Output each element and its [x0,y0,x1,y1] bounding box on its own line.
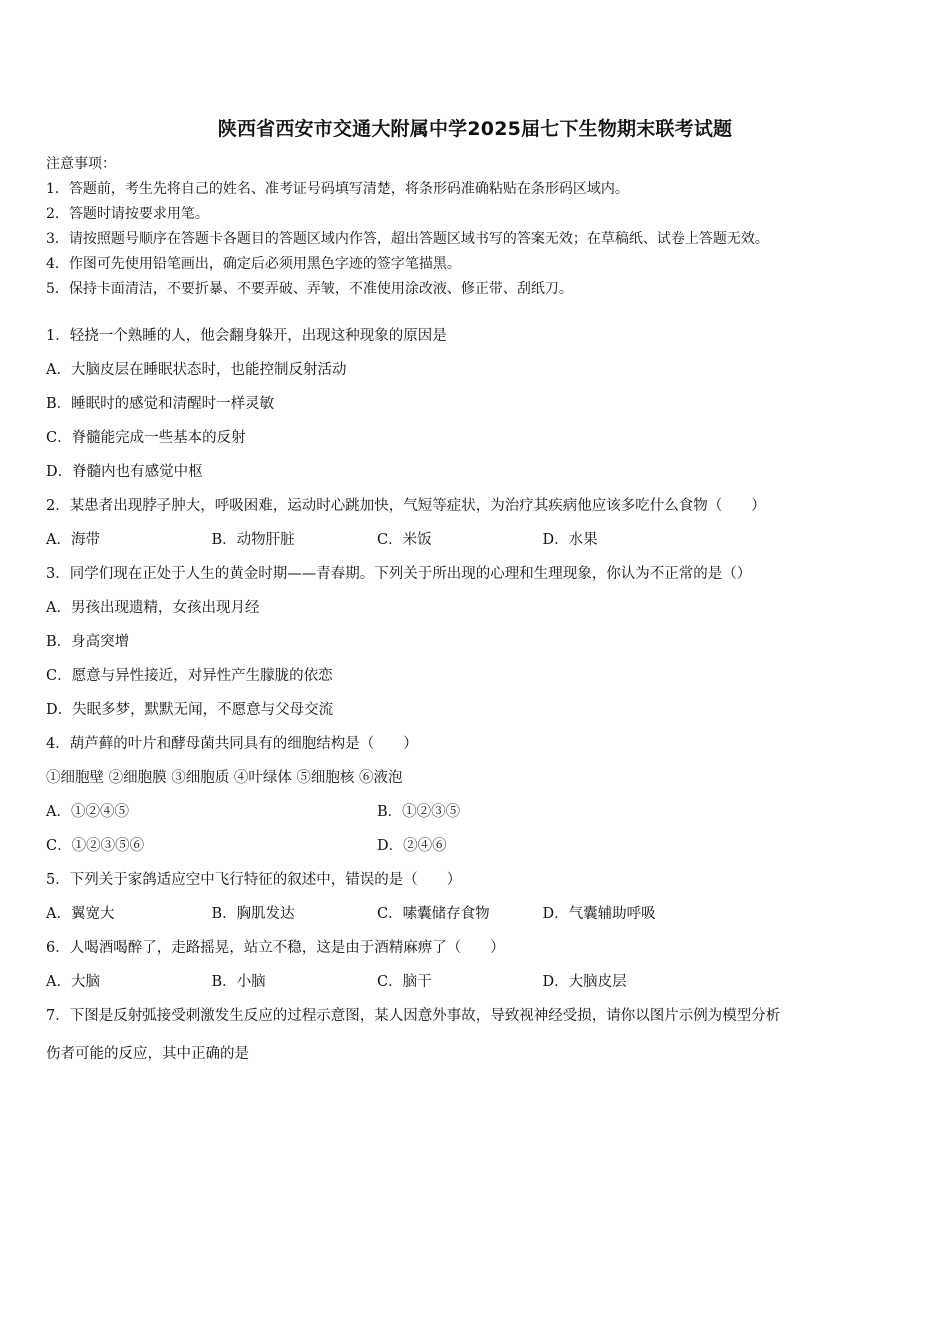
notice-section [46,152,926,302]
question-4-option-b: B．①②③⑤ [377,804,461,820]
notice-item: 3．请按照题号顺序在答题卡各题目的答题区域内作答，超出答题区域书写的答案无效；在草稿纸、试卷上答题无效。 [46,231,769,247]
question-1-option-a: A．大脑皮层在睡眠状态时，也能控制反射活动 [46,362,347,378]
question-4-items: ①细胞壁 ②细胞膜 ③细胞质 ④叶绿体 ⑤细胞核 ⑥液泡 [46,770,403,786]
question-4-stem: 4．葫芦藓的叶片和酵母菌共同具有的细胞结构是（ ） [46,736,418,752]
question-5-option-d: D．气囊辅助呼吸 [542,906,656,922]
question-1-option-b: B．睡眠时的感觉和清醒时一样灵敏 [46,396,275,412]
exam-title: 陕西省西安市交通大附属中学2025届七下生物期末联考试题 [217,118,733,140]
question-7-stem-line-2: 伤者可能的反应，其中正确的是 [46,1046,249,1062]
question-3-option-c: C．愿意与异性接近，对异性产生朦胧的依恋 [46,668,333,684]
question-1-option-d: D．脊髓内也有感觉中枢 [46,464,203,480]
question-6-option-b: B．小脑 [211,974,266,990]
question-3-option-d: D．失眠多梦，默默无闻，不愿意与父母交流 [46,702,334,718]
notice-item: 4．作图可先使用铅笔画出，确定后必须用黑色字迹的签字笔描黑。 [46,256,461,272]
question-6-option-a: A．大脑 [46,974,100,990]
question-2-option-d: D．水果 [542,532,598,548]
question-4-option-c: C．①②③⑤⑥ [46,838,145,854]
question-5-options [46,900,916,934]
question-5-option-b: B．胸肌发达 [211,906,295,922]
question-1-stem: 1．轻挠一个熟睡的人，他会翻身躲开，出现这种现象的原因是 [46,328,447,344]
question-2-option-b: B．动物肝脏 [211,532,295,548]
question-3-option-b: B．身高突增 [46,634,130,650]
question-4-options-row-2 [46,832,916,866]
question-list [46,322,916,1074]
question-3-option-a: A．男孩出现遗精，女孩出现月经 [46,600,260,616]
question-2-options [46,526,916,560]
question-6-option-c: C．脑干 [377,974,432,990]
question-6-option-d: D．大脑皮层 [542,974,627,990]
question-3-stem: 3．同学们现在正处于人生的黄金时期——青春期。下列关于所出现的心理和生理现象，你认为不正常的是（） [46,566,752,582]
question-6-options [46,968,916,1002]
question-7-stem-line-1: 7．下图是反射弧接受刺激发生反应的过程示意图，某人因意外事故，导致视神经受损，请你以图片示例为模型分析 [46,1008,781,1024]
notice-heading: 注意事项： [46,156,116,172]
question-4-option-d: D．②④⑥ [377,838,447,854]
question-5-option-c: C．嗉囊储存食物 [377,906,490,922]
question-1-option-c: C．脊髓能完成一些基本的反射 [46,430,246,446]
question-2-stem: 2．某患者出现脖子肿大，呼吸困难，运动时心跳加快，气短等症状，为治疗其疾病他应该多吃什么食物（ ） [46,498,766,514]
question-5-option-a: A．翼宽大 [46,906,115,922]
question-2-option-c: C．米饭 [377,532,432,548]
notice-item: 2．答题时请按要求用笔。 [46,206,209,222]
question-2-option-a: A．海带 [46,532,100,548]
question-4-options-row-1 [46,798,916,832]
notice-item: 1．答题前，考生先将自己的姓名、准考证号码填写清楚，将条形码准确粘贴在条形码区域内。 [46,181,629,197]
question-6-stem: 6．人喝酒喝醉了，走路摇晃，站立不稳，这是由于酒精麻痹了（ ） [46,940,505,956]
question-4-option-a: A．①②④⑤ [46,804,129,820]
question-5-stem: 5．下列关于家鸽适应空中飞行特征的叙述中，错误的是（ ） [46,872,462,888]
notice-item: 5．保持卡面清洁，不要折暴、不要弄破、弄皱，不准使用涂改液、修正带、刮纸刀。 [46,281,573,297]
